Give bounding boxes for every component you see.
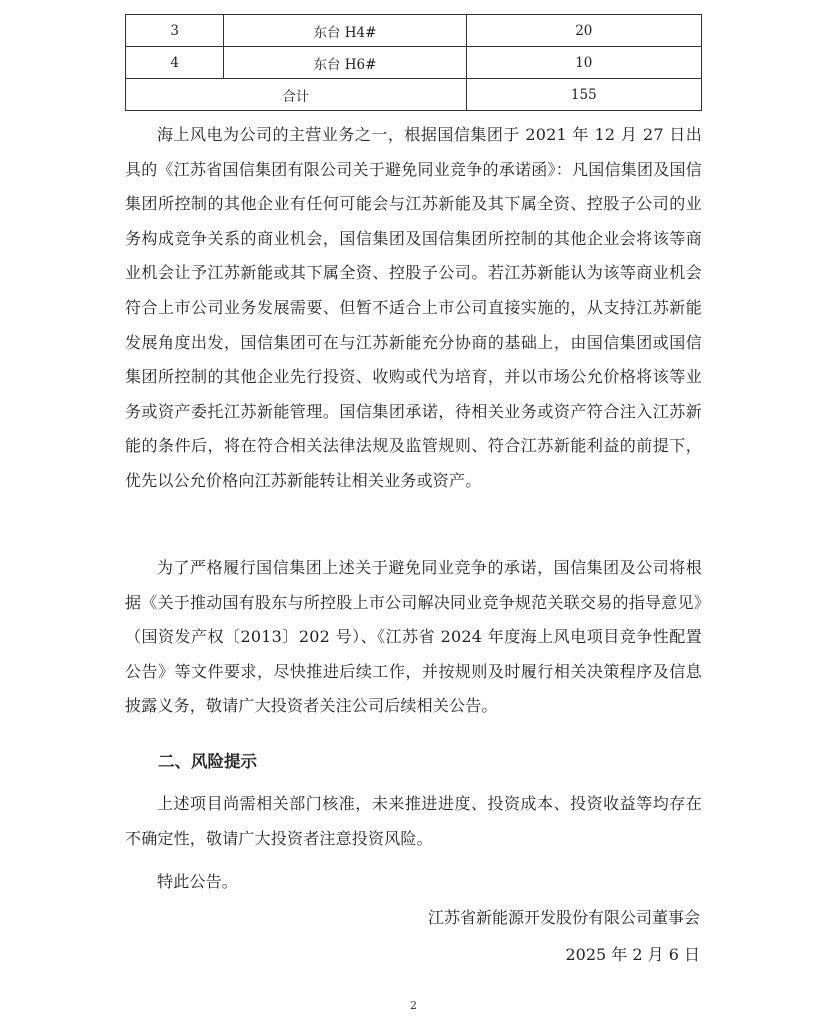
total-label: 合计: [126, 79, 467, 111]
row-number: 3: [126, 15, 224, 47]
page-number: 2: [410, 999, 417, 1012]
signature-company: 江苏省新能源开发股份有限公司董事会: [427, 908, 700, 927]
paragraph-risk: 上述项目尚需相关部门核准，未来推进进度、投资成本、投资收益等均存在不确定性，敬请广大投资者注意投资风险。: [125, 794, 702, 848]
project-name: 东台 H4#: [224, 15, 466, 47]
capacity-value: 20: [466, 15, 701, 47]
table-row: [126, 47, 702, 79]
table-total-row: [126, 79, 702, 111]
project-name: 东台 H6#: [224, 47, 466, 79]
project-capacity-table: [125, 14, 702, 111]
row-number: 4: [126, 47, 224, 79]
section-heading-risk: 二、风险提示: [158, 752, 257, 771]
capacity-value: 10: [466, 47, 701, 79]
paragraph-fulfillment: 为了严格履行国信集团上述关于避免同业竞争的承诺，国信集团及公司将根据《关于推动国有股东与所控股上市公司解决同业竞争规范关联交易的指导意见》（国资发产权〔2013〕202 号）、《江苏省 2024 年度海上风电项目竞争性配置公告》等文件要求，尽快推进后续工作，并按规则及时履行相关决策程序及信息披露义务，敬请广大投资者关注公司后续相关公告。: [125, 558, 702, 716]
paragraph-commitment: 海上风电为公司的主营业务之一，根据国信集团于 2021 年 12 月 27 日出具的《江苏省国信集团有限公司关于避免同业竞争的承诺函》：凡国信集团及国信集团所控制的其他企业有任何可能会与江苏新能及其下属全资、控股子公司的业务构成竞争关系的商业机会，国信集团及国信集团所控制的其他企业会将该等商业机会让予江苏新能或其下属全资、控股子公司。若江苏新能认为该等商业机会符合上市公司业务发展需要、但暂不适合上市公司直接实施的，从支持江苏新能发展角度出发，国信集团可在与江苏新能充分协商的基础上，由国信集团或国信集团所控制的其他企业先行投资、收购或代为培育，并以市场公允价格将该等业务或资产委托江苏新能管理。国信集团承诺，待相关业务或资产符合注入江苏新能的条件后，将在符合相关法律法规及监管规则、符合江苏新能利益的前提下，优先以公允价格向江苏新能转让相关业务或资产。: [125, 125, 702, 490]
paragraph-closing: 特此公告。: [157, 872, 239, 891]
total-value: 155: [466, 79, 701, 111]
signature-date: 2025 年 2 月 6 日: [565, 945, 700, 964]
table-row: [126, 15, 702, 47]
